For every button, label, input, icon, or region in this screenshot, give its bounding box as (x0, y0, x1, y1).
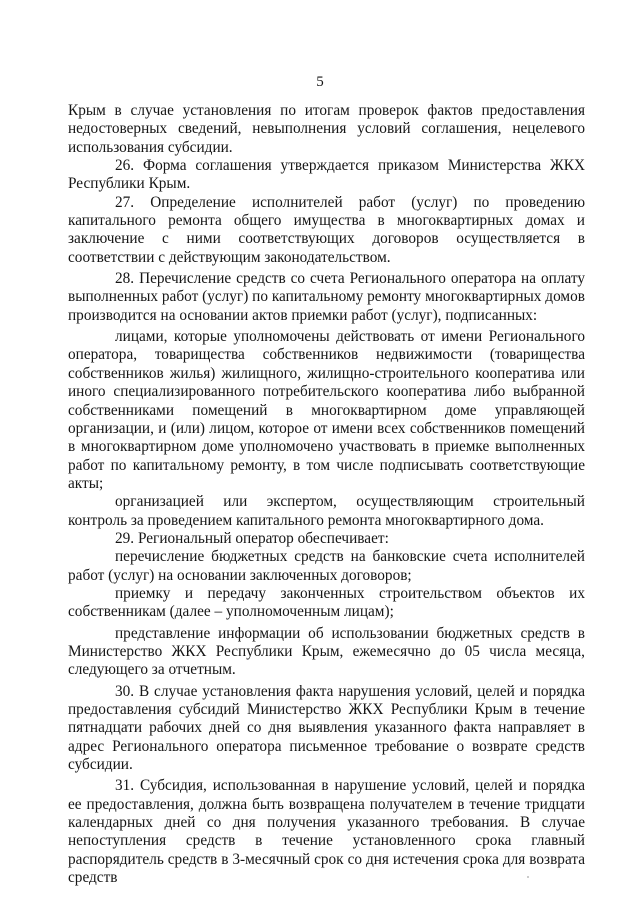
paragraph-29-budget-transfer: перечисление бюджетных средств на банковские счета исполнителей работ (услуг) на основании заключенных договоров; (68, 548, 585, 584)
paragraph-26: 26. Форма соглашения утверждается приказом Министерства ЖКХ Республики Крым. (68, 157, 585, 193)
paragraph-29-reporting: представление информации об использовании бюджетных средств в Министерство ЖКХ Республики Крым, ежемесячно до 05 числа месяца, следующего за отчетным. (68, 624, 585, 679)
paragraph-31: 31. Субсидия, использованная в нарушение условий, целей и порядка ее предоставления, должна быть возвращена получателем в течение тридцати календарных дней со дня получения указанного требования. В случае непоступления средств в течение установленного срока главный распорядитель средств в 3-месячный срок со дня истечения срока для возврата средств (68, 777, 585, 887)
paragraph-29: 29. Региональный оператор обеспечивает: (115, 529, 389, 547)
document-body (68, 102, 585, 887)
scan-artifact (527, 876, 529, 878)
paragraph-28: 28. Перечисление средств со счета Регионального оператора на оплату выполненных работ (услуг) по капитальному ремонту многоквартирных домов производится на основании актов приемки работ (услуг), подписанных: (68, 270, 585, 324)
paragraph-30: 30. В случае установления факта нарушения условий, целей и порядка предоставления субсидий Министерство ЖКХ Республики Крым в течение пятнадцати рабочих дней со дня выявления указанного факта направляет в адрес Регионального оператора письменное требование о возврате средств субсидии. (68, 682, 585, 774)
paragraph-28-construction-control: организацией или экспертом, осуществляющим строительный контроль за проведением капитального ремонта многоквартирного дома. (68, 493, 585, 529)
paragraph-28-authorized-persons: лицами, которые уполномочены действовать от имени Регионального оператора, товарищества собственников недвижимости (товарищества собственников жилья) жилищного, жилищно-строительного кооператива или иного специализированного потребительского кооператива либо выбранной собственниками помещений в многоквартирном доме управляющей организации, и (или) лицом, которое от имени всех собственников помещений в многоквартирном доме уполномочено участвовать в приемке выполненных работ по капитальному ремонту, в том числе подписывать соответствующие акты; (68, 328, 585, 492)
paragraph-29-acceptance: приемку и передачу законченных строительством объектов их собственникам (далее – уполномоченным лицам); (68, 584, 585, 621)
page-number: 5 (316, 74, 324, 90)
paragraph-continuation: Крым в случае установления по итогам проверок фактов предоставления недостоверных сведений, невыполнения условий соглашения, нецелевого использования субсидии. (68, 102, 585, 156)
paragraph-27: 27. Определение исполнителей работ (услуг) по проведению капитального ремонта общего имущества в многоквартирных домах и заключение с ними соответствующих договоров осуществляется в соответствии с действующим законодательством. (68, 193, 585, 266)
